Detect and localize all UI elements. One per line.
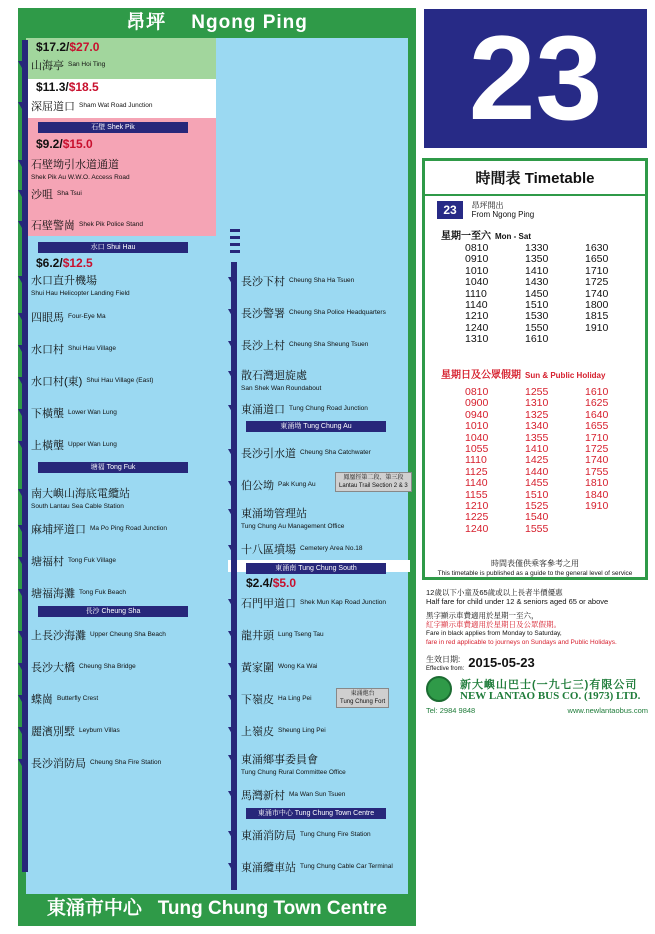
from-en: From Ngong Ping <box>471 210 535 219</box>
stop: 龍井頭 Lung Tseng Tau <box>228 626 324 644</box>
departure-time: 1725 <box>585 276 609 289</box>
departure-time: 1530 <box>525 310 549 323</box>
departure-time: 1340 <box>525 420 549 433</box>
stop: 上橫壟 Upper Wan Lung <box>18 436 117 454</box>
departure-time: 1425 <box>525 454 549 467</box>
zone-tong-fuk: 塘福 Tong Fuk <box>38 462 188 473</box>
departure-time: 1140 <box>465 477 488 490</box>
stop: 水口直升機場 Shui Hau Helicopter Landing Field <box>18 271 130 297</box>
continue-mark <box>230 236 240 239</box>
weekday-heading: 星期一至六 Mon - Sat <box>441 231 531 242</box>
stop: 石壁坳引水道通道 Shek Pik Au W.W.O. Access Road <box>18 155 130 181</box>
timetable-panel <box>422 158 648 580</box>
departure-time: 1810 <box>585 477 609 490</box>
tung-chung-fort-note: 東涌炮台 Tung Chung Fort <box>336 688 389 708</box>
stop: 麻埔坪道口 Ma Po Ping Road Junction <box>18 520 167 538</box>
stop: 下嶺皮 Ha Ling Pei <box>228 690 312 708</box>
stop: 深屈道口 Sham Wat Road Junction <box>18 97 152 115</box>
weekday-times <box>465 243 645 346</box>
departure-time <box>585 512 645 523</box>
departure-time: 1540 <box>525 511 549 524</box>
departure-time: 1800 <box>585 299 609 312</box>
stop: 石壁警崗 Shek Pik Police Stand <box>18 216 143 234</box>
departure-time: 1610 <box>585 386 609 398</box>
departure-time: 1710 <box>585 431 609 444</box>
departure-time: 1240 <box>465 321 489 334</box>
departure-time: 1410 <box>525 443 549 456</box>
stop: 伯公坳 Pak Kung Au <box>228 476 316 494</box>
departure-time: 1840 <box>585 488 609 501</box>
fare-label: $17.2/$27.0 <box>36 40 100 54</box>
stop: 東涌鄉事委員會 Tung Chung Rural Committee Office <box>228 750 346 776</box>
company-tel: Tel: 2984 9848 <box>426 706 476 715</box>
departure-time <box>585 524 645 535</box>
departure-time: 1240 <box>465 522 489 535</box>
departure-time: 1140 <box>465 299 488 312</box>
header-origin <box>18 8 416 38</box>
half-fare-info: 12歲以下小童及65歲或以上長者半價優惠 Half fare for child under 12 & seniors aged 65 or above <box>426 588 609 606</box>
destination-en: Tung Chung Town Centre <box>157 898 388 919</box>
stop: 長沙引水道 Cheung Sha Catchwater <box>228 444 371 462</box>
stop: 上嶺皮 Sheung Ling Pei <box>228 722 326 740</box>
departure-time: 1430 <box>525 276 549 289</box>
departure-time: 1610 <box>525 333 549 346</box>
departure-time: 1110 <box>465 454 487 467</box>
stop: 長沙上村 Cheung Sha Sheung Tsuen <box>228 336 368 354</box>
departure-time: 1325 <box>525 408 549 421</box>
effective-date: 生效日期: Effective from: 2015-05-23 <box>426 655 535 673</box>
company-logo <box>426 676 648 716</box>
zone-shek-pik: 石壁 Shek Pik <box>38 122 188 133</box>
departure-time: 1110 <box>465 287 487 300</box>
route-indicator <box>437 201 534 219</box>
continue-mark <box>230 229 240 232</box>
departure-time: 1550 <box>525 321 549 334</box>
stop: 下橫壟 Lower Wan Lung <box>18 404 117 422</box>
stop: 東涌消防局 Tung Chung Fire Station <box>228 826 371 844</box>
departure-time: 1410 <box>525 264 549 277</box>
departure-time: 1630 <box>585 242 609 254</box>
footer-destination <box>18 892 416 926</box>
zone-tung-chung-south: 東涌南 Tung Chung South <box>246 563 386 574</box>
stop: 長沙大橋 Cheung Sha Bridge <box>18 658 136 676</box>
departure-time: 1910 <box>585 500 609 513</box>
departure-time: 1740 <box>585 287 609 300</box>
company-name-en: NEW LANTAO BUS CO. (1973) LTD. <box>460 690 641 702</box>
holiday-heading: 星期日及公眾假期 Sun & Public Holiday <box>441 370 606 381</box>
departure-time: 1010 <box>465 264 489 277</box>
stop: 蝶崗 Butterfly Crest <box>18 690 98 708</box>
departure-time: 1210 <box>465 310 489 323</box>
departure-time: 0810 <box>465 242 489 254</box>
origin-zh: 昂坪 <box>126 12 167 33</box>
stop: 東涌道口 Tung Chung Road Junction <box>228 400 368 418</box>
fare-label: $9.2/$15.0 <box>36 137 93 151</box>
departure-time: 1510 <box>525 488 549 501</box>
stop: 長沙消防局 Cheung Sha Fire Station <box>18 754 161 772</box>
departure-time: 1640 <box>585 408 609 421</box>
departure-time: 1555 <box>525 522 549 535</box>
departure-time: 1650 <box>585 253 609 266</box>
departure-time <box>585 334 645 345</box>
divider <box>425 194 645 196</box>
fare-label: $6.2/$12.5 <box>36 256 93 270</box>
route-badge: 23 <box>437 201 463 219</box>
departure-time: 1350 <box>525 253 549 266</box>
departure-time: 1225 <box>465 511 489 524</box>
departure-time: 1010 <box>465 420 489 433</box>
stop: 水口村 Shui Hau Village <box>18 340 116 358</box>
departure-time: 1525 <box>525 500 549 513</box>
fare-label: $2.4/$5.0 <box>246 576 297 590</box>
departure-time: 1625 <box>585 397 609 410</box>
stop: 沙咀 Sha Tsui <box>18 185 82 203</box>
stop: 石門甲道口 Shek Mun Kap Road Junction <box>228 594 386 612</box>
departure-time: 1510 <box>525 299 549 312</box>
stop: 東涌纜車站 Tung Chung Cable Car Terminal <box>228 858 393 876</box>
departure-time: 1655 <box>585 420 609 433</box>
departure-time: 0940 <box>465 408 489 421</box>
departure-time: 1310 <box>525 397 549 410</box>
departure-time: 1125 <box>465 465 488 478</box>
departure-time: 1040 <box>465 276 489 289</box>
departure-time: 1210 <box>465 500 489 513</box>
departure-time: 1710 <box>585 264 609 277</box>
zone-tung-chung-centre: 東涌市中心 Tung Chung Town Centre <box>246 808 386 819</box>
stop: 山海亭 San Hoi Ting <box>18 56 105 74</box>
stop: 散石灣迴旋處 San Shek Wan Roundabout <box>228 366 321 392</box>
timetable-footnote: 時間表僅供乘客參考之用 This timetable is published as a guide to the general level of service <box>437 559 633 577</box>
route-number: 23 <box>424 9 647 148</box>
departure-time: 1255 <box>525 386 549 398</box>
company-name-zh: 新大嶼山巴士(一九七三)有限公司 <box>460 679 638 691</box>
timetable-title: 時間表 Timetable <box>475 170 595 187</box>
stop: 麗濱別墅 Leyburn Villas <box>18 722 120 740</box>
departure-time: 1450 <box>525 287 549 300</box>
departure-time: 1725 <box>585 443 609 456</box>
departure-time: 1155 <box>465 488 488 501</box>
stop: 馬灣新村 Ma Wan Sun Tsuen <box>228 786 345 804</box>
destination-zh: 東涌市中心 <box>46 898 142 919</box>
stop: 四眼馬 Four-Eye Ma <box>18 308 106 326</box>
departure-time: 1330 <box>525 242 549 254</box>
continue-mark <box>230 250 240 253</box>
continue-mark <box>230 243 240 246</box>
departure-time: 1910 <box>585 321 609 334</box>
departure-time: 0910 <box>465 253 489 266</box>
company-web[interactable]: www.newlantaobus.com <box>567 706 648 715</box>
departure-time: 1055 <box>465 443 489 456</box>
stop: 東涌坳管理站 Tung Chung Au Management Office <box>228 504 344 530</box>
departure-time: 1455 <box>525 477 549 490</box>
departure-time: 1815 <box>585 310 609 323</box>
lantau-trail-note: 鳳凰徑第二段、第三段 Lantau Trail Section 2 & 3 <box>335 472 412 492</box>
zone-cheung-sha: 長沙 Cheung Sha <box>38 606 188 617</box>
departure-time: 0810 <box>465 386 489 398</box>
stop: 長沙下村 Cheung Sha Ha Tsuen <box>228 272 354 290</box>
from-zh: 昂坪開出 <box>471 201 504 210</box>
departure-time: 0900 <box>465 397 489 410</box>
departure-time: 1440 <box>525 465 549 478</box>
stop: 長沙警署 Cheung Sha Police Headquarters <box>228 304 386 322</box>
stop: 南大嶼山海底電纜站 South Lantau Sea Cable Station <box>18 484 130 510</box>
departure-time: 1355 <box>525 431 549 444</box>
stop: 上長沙海灘 Upper Cheung Sha Beach <box>18 626 166 644</box>
stop: 塘福村 Tong Fuk Village <box>18 552 116 570</box>
departure-time: 1755 <box>585 465 609 478</box>
stop: 黃家圍 Wong Ka Wai <box>228 658 317 676</box>
fare-label: $11.3/$18.5 <box>36 80 99 94</box>
stop: 十八區墳場 Cemetery Area No.18 <box>228 540 363 558</box>
stop: 塘福海灘 Tong Fuk Beach <box>18 584 126 602</box>
holiday-times <box>465 387 645 535</box>
departure-time: 1740 <box>585 454 609 467</box>
stop: 水口村(東) Shui Hau Village (East) <box>18 372 153 390</box>
zone-tung-chung-au: 東涌坳 Tung Chung Au <box>246 421 386 432</box>
company-emblem-icon <box>426 676 452 702</box>
departure-time: 1310 <box>465 333 489 346</box>
origin-en: Ngong Ping <box>191 12 308 33</box>
departure-time: 1040 <box>465 431 489 444</box>
zone-shui-hau: 水口 Shui Hau <box>38 242 188 253</box>
fare-colour-info: 黑字顯示車費適用於星期一至六， 紅字顯示車費適用於星期日及公眾假期。 Fare in black applies from Monday to Saturday, fare in red applicable to journeys on Sundays and Public Holidays. <box>426 611 617 646</box>
